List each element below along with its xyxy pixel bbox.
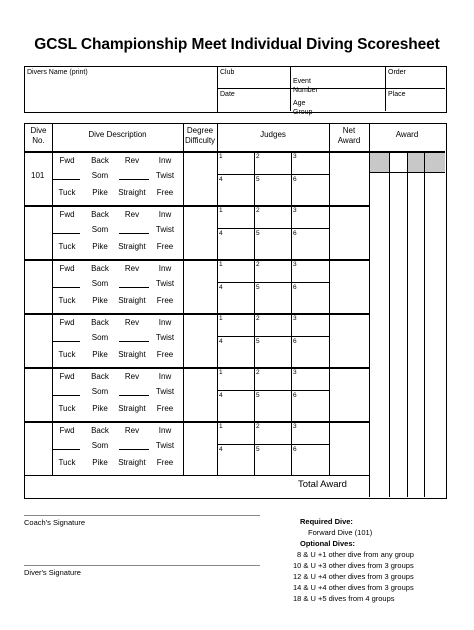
judges-mid-line — [217, 282, 329, 283]
blank-line — [52, 395, 80, 396]
shaded-row-bottom — [369, 172, 445, 173]
direction-fwd[interactable]: Fwd — [59, 264, 75, 273]
page-title: GCSL Championship Meet Individual Diving Scoresheet — [34, 36, 440, 53]
blank-line — [119, 233, 149, 234]
date-field[interactable] — [218, 89, 291, 111]
judge-score-6[interactable]: 6 — [293, 230, 297, 237]
judge-score-5[interactable]: 5 — [256, 230, 260, 237]
optional-rule-2: 10 & U +3 other dives from 3 groups — [293, 561, 414, 570]
row-divider — [25, 367, 369, 369]
twist-option[interactable]: Twist — [155, 333, 175, 342]
age-group-field[interactable] — [291, 89, 386, 116]
blank-line — [119, 449, 149, 450]
blank-line — [52, 341, 80, 342]
optional-dives-heading: Optional Dives: — [300, 539, 356, 548]
date-label: Date — [220, 91, 235, 98]
som-option[interactable]: Som — [91, 171, 109, 180]
order-label: Order — [388, 69, 406, 76]
judge-score-2[interactable]: 2 — [256, 261, 260, 268]
optional-rule-3: 12 & U +4 other dives from 3 groups — [293, 572, 414, 581]
position-tuck[interactable]: Tuck — [58, 458, 76, 467]
twist-option[interactable]: Twist — [155, 225, 175, 234]
direction-fwd[interactable]: Fwd — [59, 318, 75, 327]
judge-score-2[interactable]: 2 — [256, 153, 260, 160]
award-subcolumn-divider — [424, 151, 425, 497]
judge-score-1[interactable]: 1 — [219, 369, 223, 376]
direction-fwd[interactable]: Fwd — [59, 156, 75, 165]
judge-score-4[interactable]: 4 — [219, 230, 223, 237]
event-number-field[interactable] — [291, 67, 386, 94]
judges-mid-line — [217, 336, 329, 337]
judge-score-4[interactable]: 4 — [219, 338, 223, 345]
som-option[interactable]: Som — [91, 279, 109, 288]
position-straight[interactable]: Straight — [118, 458, 146, 467]
judge-score-2[interactable]: 2 — [256, 207, 260, 214]
direction-fwd[interactable]: Fwd — [59, 372, 75, 381]
position-free[interactable]: Free — [156, 458, 174, 467]
place-label: Place — [388, 91, 406, 98]
som-option[interactable]: Som — [91, 441, 109, 450]
blank-line — [119, 287, 149, 288]
judge-score-1[interactable]: 1 — [219, 153, 223, 160]
direction-rev[interactable]: Rev — [124, 426, 140, 435]
position-tuck[interactable]: Tuck — [58, 296, 76, 305]
judges-mid-line — [217, 390, 329, 391]
twist-option[interactable]: Twist — [155, 171, 175, 180]
judge-score-3[interactable]: 3 — [293, 423, 297, 430]
judge-score-1[interactable]: 1 — [219, 315, 223, 322]
direction-inw[interactable]: Inw — [158, 372, 172, 381]
judge-score-1[interactable]: 1 — [219, 207, 223, 214]
diver-signature-line[interactable] — [24, 565, 260, 566]
position-straight[interactable]: Straight — [118, 404, 146, 413]
judge-score-6[interactable]: 6 — [293, 338, 297, 345]
position-pike[interactable]: Pike — [92, 242, 108, 251]
judge-score-2[interactable]: 2 — [256, 315, 260, 322]
judge-score-3[interactable]: 3 — [293, 315, 297, 322]
som-option[interactable]: Som — [91, 333, 109, 342]
required-dive-heading: Required Dive: — [300, 517, 353, 526]
blank-line — [119, 179, 149, 180]
place-field[interactable] — [386, 89, 445, 111]
divers-name-label: Divers Name (print) — [27, 69, 88, 76]
direction-inw[interactable]: Inw — [158, 426, 172, 435]
position-pike[interactable]: Pike — [92, 350, 108, 359]
judge-score-6[interactable]: 6 — [293, 392, 297, 399]
dive-no-header: Dive No. — [30, 126, 47, 145]
direction-inw[interactable]: Inw — [158, 210, 172, 219]
position-free[interactable]: Free — [156, 296, 174, 305]
order-field[interactable] — [386, 67, 445, 89]
direction-back[interactable]: Back — [91, 372, 109, 381]
judge-score-5[interactable]: 5 — [256, 176, 260, 183]
position-free[interactable]: Free — [156, 404, 174, 413]
diver-info-box — [24, 66, 447, 116]
judge-score-6[interactable]: 6 — [293, 284, 297, 291]
club-field[interactable] — [218, 67, 291, 89]
judge-score-3[interactable]: 3 — [293, 261, 297, 268]
blank-line — [119, 395, 149, 396]
direction-back[interactable]: Back — [91, 426, 109, 435]
age-group-label: Age Group — [293, 100, 313, 116]
position-free[interactable]: Free — [156, 242, 174, 251]
award-subcolumn-divider — [407, 151, 408, 497]
judge-score-4[interactable]: 4 — [219, 446, 223, 453]
blank-line — [52, 179, 80, 180]
judge-score-3[interactable]: 3 — [293, 153, 297, 160]
judge-score-4[interactable]: 4 — [219, 176, 223, 183]
judge-score-6[interactable]: 6 — [293, 176, 297, 183]
judges-header: Judges — [260, 130, 286, 139]
judge-score-2[interactable]: 2 — [256, 423, 260, 430]
position-straight[interactable]: Straight — [118, 296, 146, 305]
judge-score-3[interactable]: 3 — [293, 207, 297, 214]
direction-fwd[interactable]: Fwd — [59, 426, 75, 435]
position-tuck[interactable]: Tuck — [58, 404, 76, 413]
optional-rule-5: 18 & U +5 dives from 4 groups — [293, 594, 395, 603]
table-bottom-line — [25, 475, 369, 476]
som-option[interactable]: Som — [91, 387, 109, 396]
coach-signature-label: Coach's Signature — [24, 518, 86, 527]
direction-inw[interactable]: Inw — [158, 156, 172, 165]
judge-score-5[interactable]: 5 — [256, 392, 260, 399]
position-pike[interactable]: Pike — [92, 458, 108, 467]
direction-back[interactable]: Back — [91, 318, 109, 327]
row-divider — [25, 421, 369, 423]
event-number-label: Event Number — [293, 78, 318, 94]
som-option[interactable]: Som — [91, 225, 109, 234]
position-pike[interactable]: Pike — [92, 404, 108, 413]
position-tuck[interactable]: Tuck — [58, 350, 76, 359]
direction-rev[interactable]: Rev — [124, 210, 140, 219]
direction-back[interactable]: Back — [91, 210, 109, 219]
shaded-award-cell — [370, 153, 389, 172]
position-tuck[interactable]: Tuck — [58, 188, 76, 197]
club-label: Club — [220, 69, 235, 76]
judge-score-6[interactable]: 6 — [293, 446, 297, 453]
direction-fwd[interactable]: Fwd — [59, 210, 75, 219]
judge-score-4[interactable]: 4 — [219, 392, 223, 399]
dive-description-header: Dive Description — [88, 130, 147, 139]
total-award-label: Total Award — [298, 479, 347, 490]
judge-score-5[interactable]: 5 — [256, 338, 260, 345]
blank-line — [119, 341, 149, 342]
coach-signature-line[interactable] — [24, 515, 260, 516]
judge-score-1[interactable]: 1 — [219, 261, 223, 268]
position-tuck[interactable]: Tuck — [58, 242, 76, 251]
direction-rev[interactable]: Rev — [124, 372, 140, 381]
direction-inw[interactable]: Inw — [158, 264, 172, 273]
judges-mid-line — [217, 444, 329, 445]
column-divider — [369, 124, 370, 497]
twist-option[interactable]: Twist — [155, 279, 175, 288]
direction-rev[interactable]: Rev — [124, 318, 140, 327]
scoring-grid — [24, 123, 447, 499]
net-award-header: Net Award — [337, 126, 361, 145]
forward-dive-text: Forward Dive (101) — [308, 528, 373, 537]
position-pike[interactable]: Pike — [92, 188, 108, 197]
judges-mid-line — [217, 174, 329, 175]
position-free[interactable]: Free — [156, 188, 174, 197]
optional-rule-4: 14 & U +4 other dives from 3 groups — [293, 583, 414, 592]
judge-score-5[interactable]: 5 — [256, 446, 260, 453]
judge-score-4[interactable]: 4 — [219, 284, 223, 291]
blank-line — [52, 287, 80, 288]
award-header: Award — [395, 130, 419, 139]
blank-line — [52, 449, 80, 450]
dive-number-first: 101 — [31, 171, 45, 180]
row-divider — [25, 313, 369, 315]
position-straight[interactable]: Straight — [118, 350, 146, 359]
degree-difficulty-header: Degree Difficulty — [184, 126, 216, 145]
direction-rev[interactable]: Rev — [124, 156, 140, 165]
award-subcolumn-divider — [389, 151, 390, 497]
blank-line — [52, 233, 80, 234]
direction-back[interactable]: Back — [91, 264, 109, 273]
position-pike[interactable]: Pike — [92, 296, 108, 305]
judge-score-5[interactable]: 5 — [256, 284, 260, 291]
optional-rule-1: 8 & U +1 other dive from any group — [297, 550, 414, 559]
shaded-award-cell — [425, 153, 445, 172]
judge-score-3[interactable]: 3 — [293, 369, 297, 376]
position-straight[interactable]: Straight — [118, 188, 146, 197]
twist-option[interactable]: Twist — [155, 387, 175, 396]
position-free[interactable]: Free — [156, 350, 174, 359]
judge-score-1[interactable]: 1 — [219, 423, 223, 430]
direction-inw[interactable]: Inw — [158, 318, 172, 327]
divers-name-field[interactable] — [25, 67, 218, 113]
judges-mid-line — [217, 228, 329, 229]
twist-option[interactable]: Twist — [155, 441, 175, 450]
row-divider — [25, 205, 369, 207]
judge-score-2[interactable]: 2 — [256, 369, 260, 376]
direction-back[interactable]: Back — [91, 156, 109, 165]
position-straight[interactable]: Straight — [118, 242, 146, 251]
row-divider — [25, 259, 369, 261]
shaded-award-cell — [408, 153, 424, 172]
direction-rev[interactable]: Rev — [124, 264, 140, 273]
diver-signature-label: Diver's Signature — [24, 568, 81, 577]
